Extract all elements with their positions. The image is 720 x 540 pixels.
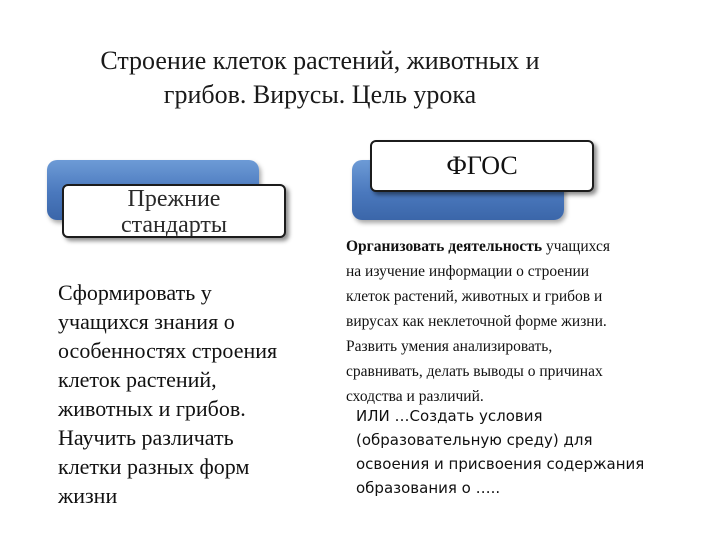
right-text-line: сходства и различий.: [346, 388, 484, 405]
right-text-line: вирусах как неклеточной форме жизни.: [346, 313, 607, 330]
left-text-line: жизни: [58, 483, 118, 508]
right-bold-phrase: Организовать деятельность: [346, 238, 543, 255]
left-text-line: животных и грибов.: [58, 396, 246, 421]
right-text-line-1-rest: учащихся: [542, 238, 610, 255]
left-header-line-2: стандарты: [120, 212, 228, 238]
left-header-line-1: Прежние: [127, 186, 221, 212]
left-text-line: клетки разных форм: [58, 454, 250, 479]
alt-text-line: освоения и присвоения содержания: [356, 455, 645, 473]
alt-text-line: ИЛИ …Создать условия: [356, 407, 543, 425]
right-column-header: ФГОС: [370, 140, 594, 192]
right-alternative-text: [356, 404, 696, 500]
right-text-line: на изучение информации о строении: [346, 263, 590, 280]
title-line-2: грибов. Вирусы. Цель урока: [163, 80, 477, 109]
left-text-line: Сформировать у: [58, 280, 212, 305]
right-text-line: клеток растений, животных и грибов и: [346, 288, 603, 305]
right-text-line: Развить умения анализировать,: [346, 338, 553, 355]
left-text-line: особенностях строения: [58, 338, 278, 363]
right-text-line: сравнивать, делать выводы о причинах: [346, 363, 603, 380]
title-line-1: Строение клеток растений, животных и: [100, 46, 540, 75]
left-text-line: клеток растений,: [58, 367, 217, 392]
right-text-line-1: [346, 234, 696, 259]
alt-text-line: образования о …..: [356, 479, 501, 497]
left-column-text: [58, 278, 328, 510]
left-text-line: Научить различать: [58, 425, 234, 450]
left-column-header: [62, 184, 286, 238]
left-text-line: учащихся знания о: [58, 309, 235, 334]
slide-title: [60, 44, 580, 112]
alt-text-line: (образовательную среду) для: [356, 431, 593, 449]
right-column-text: [346, 234, 696, 409]
